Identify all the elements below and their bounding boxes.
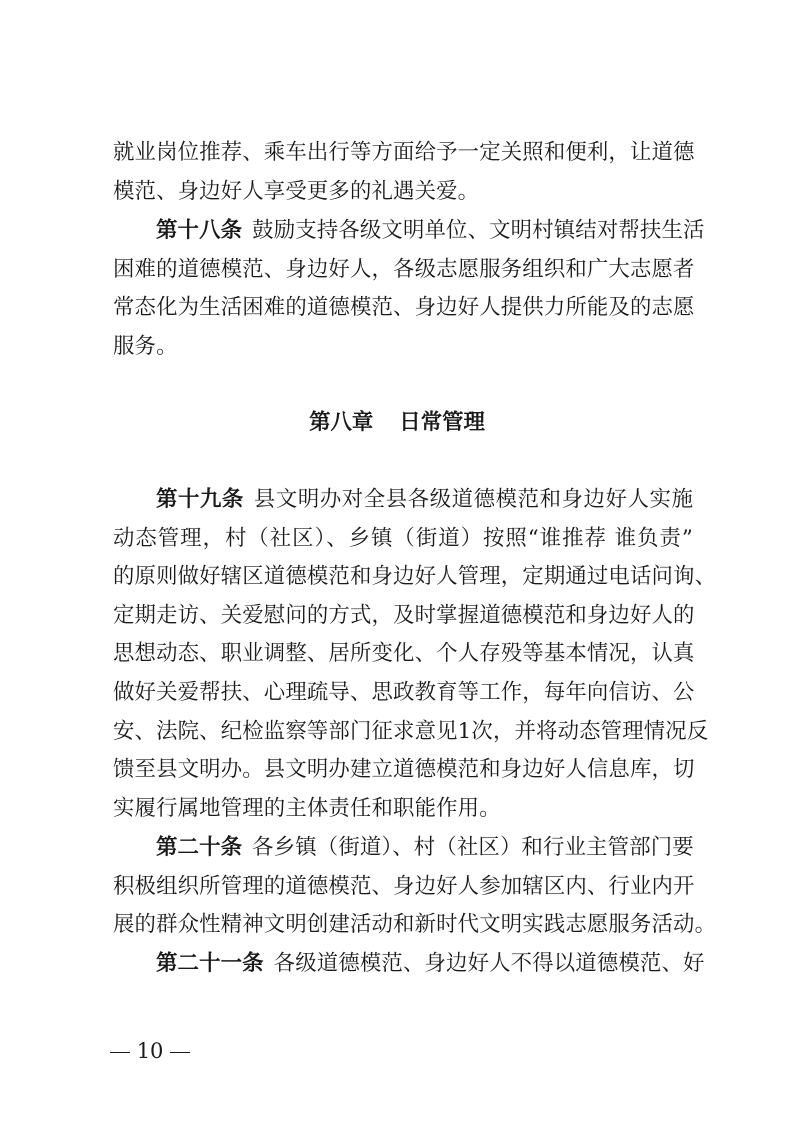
page-number — [110, 1036, 190, 1066]
article-18 — [113, 212, 705, 366]
article-first-line — [113, 945, 705, 984]
article-first-line — [113, 212, 705, 251]
article-20 — [113, 829, 717, 945]
article-19 — [113, 481, 717, 828]
text-line: 展的群众性精神文明创建活动和新时代文明实践志愿服务活动。 — [113, 912, 717, 938]
text-line: 实履行属地管理的主体责任和职能作用。 — [113, 795, 501, 821]
text-line: 就业岗位推荐、乘车出行等方面给予一定关照和便利，让道德 — [113, 140, 695, 165]
text-line: 各乡镇（街道）、村（社区）和行业主管部门要 — [252, 835, 694, 860]
chapter-heading — [0, 407, 794, 439]
article-title: 第二十条 — [156, 835, 243, 860]
text-line: 安、法院、纪检监察等部门征求意见1次，并将动态管理情况反 — [113, 718, 709, 744]
chapter-number: 第八章 — [309, 410, 374, 435]
article-title: 第十九条 — [156, 487, 244, 512]
article-title: 第十八条 — [156, 218, 243, 243]
text-line: 做好关爱帮扶、心理疏导、思政教育等工作，每年向信访、公 — [113, 679, 695, 705]
text-line: 积极组织所管理的道德模范、身边好人参加辖区内、行业内开 — [113, 873, 695, 899]
text-line: 鼓励支持各级文明单位、文明村镇结对帮扶生活 — [252, 218, 705, 243]
text-line: 各级道德模范、身边好人不得以道德模范、好 — [273, 951, 705, 976]
article-title: 第二十一条 — [156, 951, 264, 976]
text-line: 馈至县文明办。县文明办建立道德模范和身边好人信息库，切 — [113, 757, 695, 783]
text-line: 县文明办对全县各级道德模范和身边好人实施 — [253, 487, 693, 512]
text-line: 动态管理，村（社区）、乡镇（街道）按照“谁推荐 谁负责” — [113, 525, 693, 551]
chapter-title: 日常管理 — [399, 410, 485, 435]
dash-left — [110, 1052, 130, 1054]
page-number-value: 10 — [136, 1039, 164, 1063]
article-first-line — [113, 481, 693, 520]
text-line: 的原则做好辖区道德模范和身边好人管理，定期通过电话问询、 — [113, 564, 717, 590]
text-line: 思想动态、职业调整、居所变化、个人存殁等基本情况，认真 — [113, 641, 695, 667]
article-21 — [113, 945, 705, 984]
text-line: 定期走访、关爱慰问的方式，及时掌握道德模范和身边好人的 — [113, 602, 695, 628]
text-line: 困难的道德模范、身边好人，各级志愿服务组织和广大志愿者 — [113, 256, 695, 282]
text-line: 服务。 — [113, 333, 178, 359]
dash-right — [170, 1052, 190, 1054]
article-first-line — [113, 829, 693, 868]
paragraph-continuation — [113, 134, 693, 211]
text-line: 常态化为生活困难的道德模范、身边好人提供力所能及的志愿 — [113, 295, 695, 321]
text-line: 模范、身边好人享受更多的礼遇关爱。 — [113, 178, 480, 204]
